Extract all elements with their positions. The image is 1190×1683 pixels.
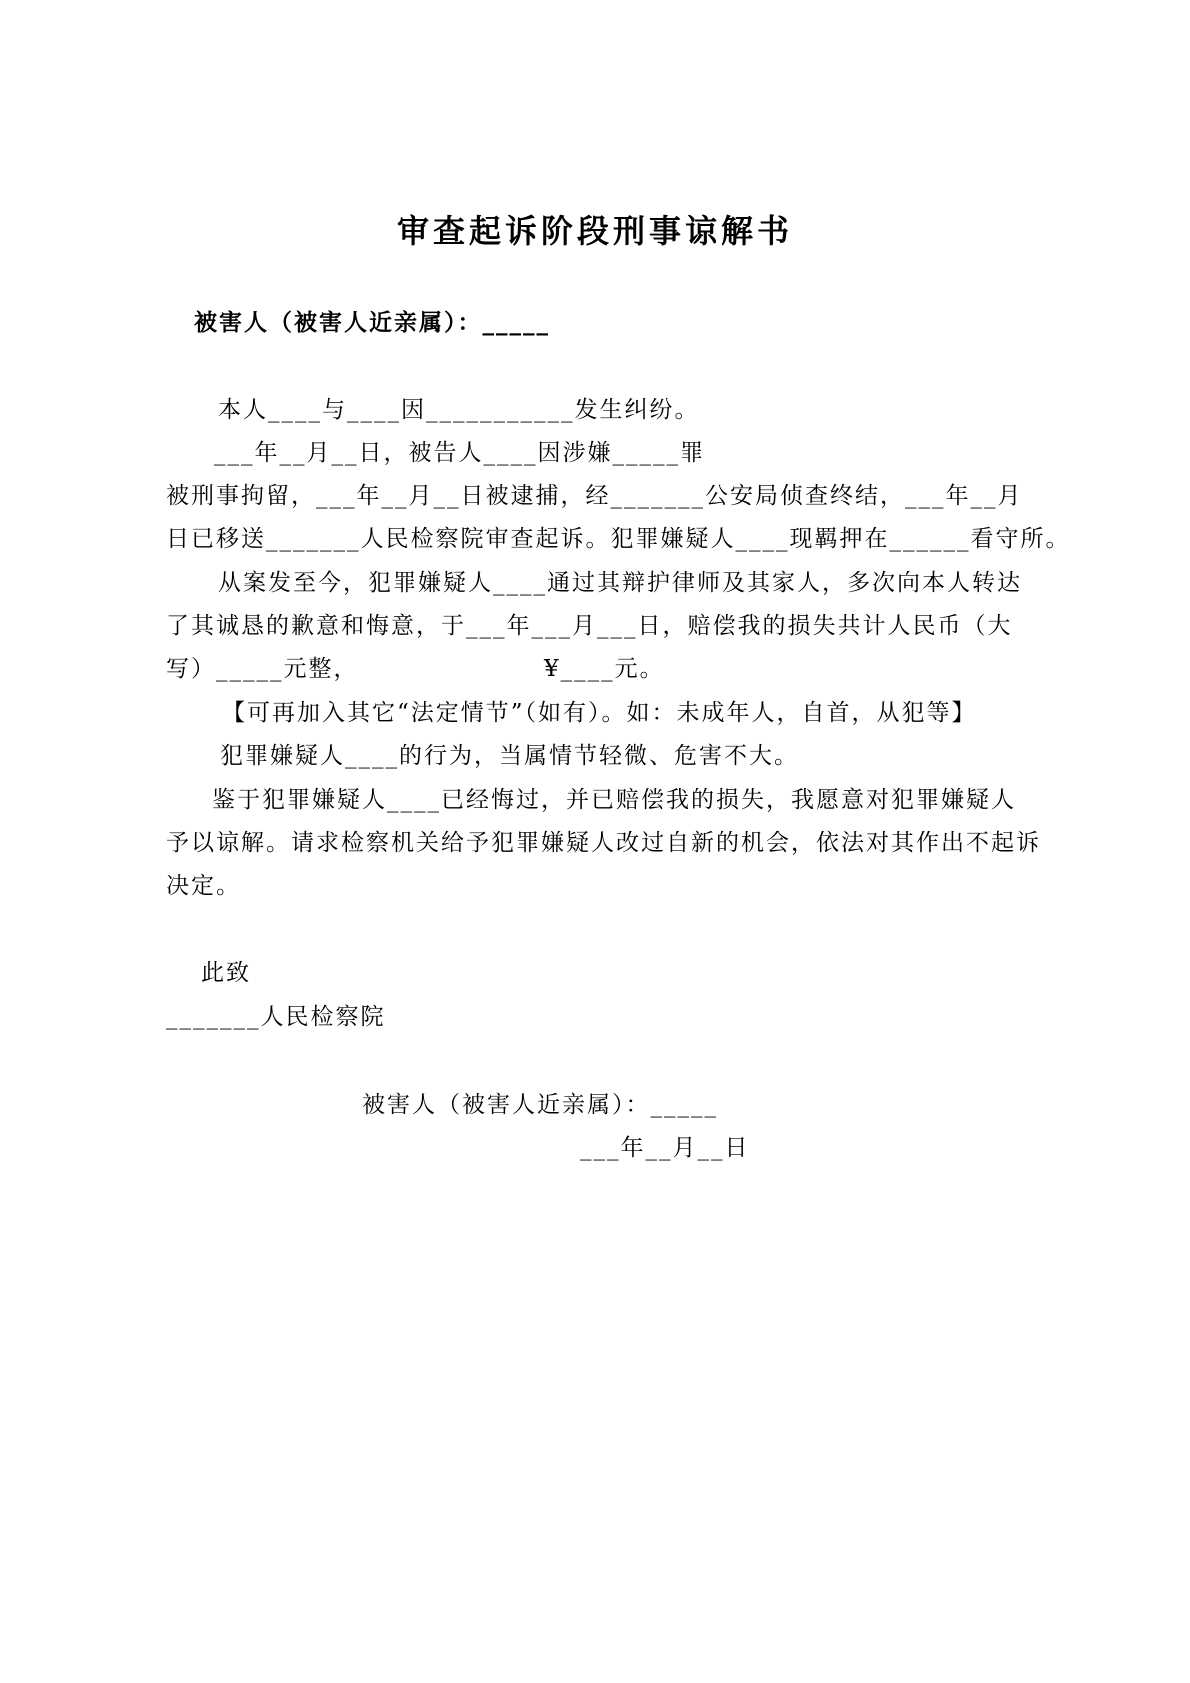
amount-figure: ¥____元。 <box>544 656 665 682</box>
request-line-2: 予以谅解。请求检察机关给予犯罪嫌疑人改过自新的机会，依法对其作出不起诉 <box>166 830 1041 856</box>
behavior-line: 犯罪嫌疑人____的行为，当属情节轻微、危害不大。 <box>220 743 799 769</box>
body-line-6: 了其诚恳的歉意和悔意，于___年___月___日，赔偿我的损失共计人民币（大 <box>166 613 1013 639</box>
body-line-2: ___年__月__日，被告人____因涉嫌_____罪 <box>214 440 705 466</box>
body-line-4: 日已移送_______人民检察院审查起诉。犯罪嫌疑人____现羁押在______看守所。 <box>166 526 1071 552</box>
request-line-1: 鉴于犯罪嫌疑人____已经悔过，并已赔偿我的损失，我愿意对犯罪嫌疑人 <box>212 787 1016 813</box>
body-line-3: 被刑事拘留，___年__月__日被逮捕，经_______公安局侦查终结，___年__月 <box>166 483 1023 509</box>
body-line-1: 本人____与____因___________发生纠纷。 <box>218 397 700 423</box>
signature-line: 被害人（被害人近亲属）：_____ <box>362 1092 718 1118</box>
body-line-5: 从案发至今，犯罪嫌疑人____通过其辩护律师及其家人，多次向本人转达 <box>218 570 1022 596</box>
date-line: ___年__月__日 <box>580 1135 750 1161</box>
closing-salutation: 此致 <box>201 960 251 986</box>
recipient-line: _______人民检察院 <box>166 1004 386 1030</box>
legal-circumstance-note: 【可再加入其它“法定情节”（如有）。如：未成年人，自首，从犯等】 <box>222 700 977 726</box>
body-line-7: 写）_____元整， <box>166 656 359 682</box>
document-title: 审查起诉阶段刑事谅解书 <box>396 212 793 250</box>
addressee-line: 被害人（被害人近亲属）：_____ <box>194 309 550 336</box>
request-line-3: 决定。 <box>166 873 241 899</box>
